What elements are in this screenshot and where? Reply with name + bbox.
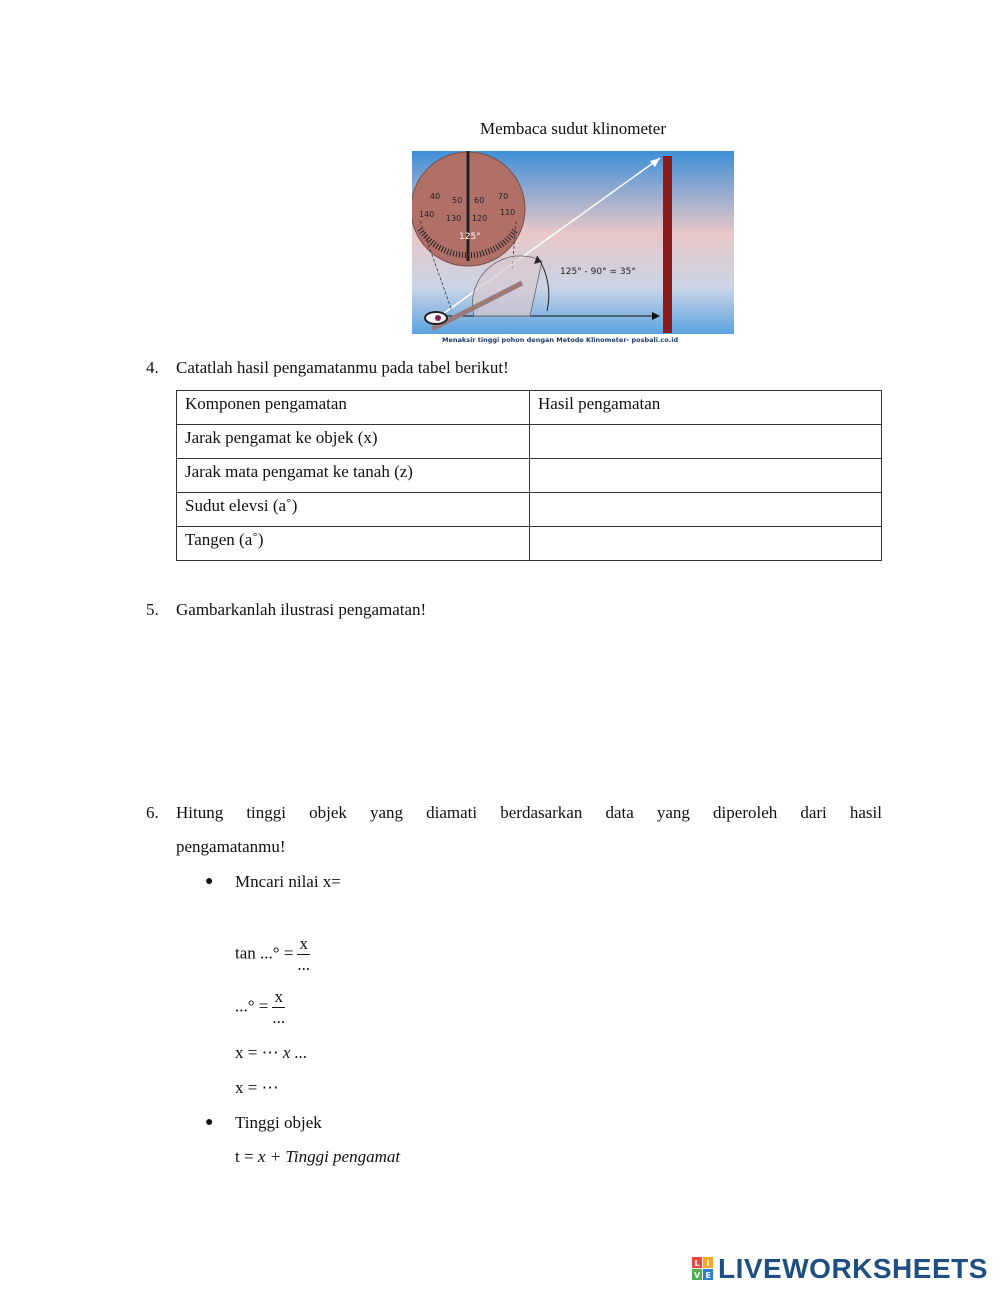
equation-x-product: [235, 1043, 307, 1063]
table-row: [177, 425, 882, 459]
answer-cell[interactable]: [530, 493, 882, 527]
liveworksheets-logo: [692, 1254, 988, 1284]
bullet-icon: ●: [205, 874, 214, 889]
fraction: [272, 987, 285, 1028]
dial-label: 120: [472, 214, 488, 223]
svg-text:E: E: [705, 1271, 711, 1280]
dial-reading: 125°: [459, 232, 481, 242]
bullet-text: Mncari nilai x=: [235, 872, 341, 891]
table-cell: Tangen (a˚): [177, 527, 530, 561]
dial-label: 40: [430, 192, 441, 201]
question-number: 4.: [146, 358, 159, 377]
equation-lhs: tan ...° =: [235, 943, 294, 963]
table-cell: Sudut elevsi (a˚): [177, 493, 530, 527]
equation-lhs: ...° =: [235, 996, 269, 1016]
table-header-cell: Komponen pengamatan: [177, 391, 530, 425]
answer-cell[interactable]: [530, 527, 882, 561]
equation-lhs: x = ⋯: [235, 1043, 283, 1062]
svg-text:L: L: [694, 1259, 700, 1268]
dial-label: 130: [446, 214, 462, 223]
pole-object: [663, 156, 672, 333]
table-header-row: [177, 391, 882, 425]
answer-cell[interactable]: [530, 459, 882, 493]
figure-credit: Menaksir tinggi pohon dengan Metode Klinometer- posbali.co.id: [442, 336, 679, 344]
equation-lhs: t =: [235, 1147, 258, 1166]
bullet-icon: ●: [205, 1115, 214, 1130]
logo-text: LIVEWORKSHEETS: [718, 1253, 988, 1284]
fraction-numerator: x: [272, 987, 285, 1008]
clinometer-figure: [412, 151, 734, 344]
question-text: Gambarkanlah ilustrasi pengamatan!: [176, 600, 427, 619]
equation-ratio: [235, 987, 285, 1028]
table-cell: Jarak mata pengamat ke tanah (z): [177, 459, 530, 493]
angle-formula: 125° - 90° = 35°: [560, 267, 636, 277]
dial-label: 110: [500, 208, 516, 217]
dial-label: 70: [498, 192, 509, 201]
question-text: Hitung tinggi objek yang diamati berdasarkan data yang diperoleh dari hasil: [176, 803, 882, 822]
equation-x-result: x = ⋯: [235, 1078, 279, 1097]
table-row: [177, 493, 882, 527]
fraction-denominator: ...: [297, 955, 311, 974]
svg-text:I: I: [706, 1259, 710, 1268]
question-text: Catatlah hasil pengamatanmu pada tabel berikut!: [176, 358, 509, 377]
question-number: 6.: [146, 803, 159, 822]
dial-label: 50: [452, 196, 463, 205]
observation-table: [176, 390, 882, 561]
table-header-cell: Hasil pengamatan: [530, 391, 882, 425]
dial-label: 60: [474, 196, 485, 205]
logo-badge-icon: [692, 1257, 714, 1281]
table-row: [177, 459, 882, 493]
question-text-continued: pengamatanmu!: [176, 837, 286, 856]
table-cell: Jarak pengamat ke objek (x): [177, 425, 530, 459]
answer-cell[interactable]: [530, 425, 882, 459]
dial-label: 140: [419, 210, 435, 219]
question-number: 5.: [146, 600, 159, 619]
bullet-text: Tinggi objek: [235, 1113, 322, 1132]
equation-tail: x ...: [282, 1043, 308, 1062]
fraction-denominator: ...: [272, 1008, 286, 1027]
figure-caption: Membaca sudut klinometer: [479, 119, 666, 138]
equation-rhs: x + Tinggi pengamat: [257, 1147, 401, 1166]
table-row: [177, 527, 882, 561]
equation-tan: [235, 934, 310, 975]
fraction-numerator: x: [297, 934, 310, 955]
fraction: [297, 934, 310, 975]
equation-height: [235, 1147, 400, 1167]
svg-text:V: V: [694, 1271, 701, 1280]
eye-pupil: [435, 315, 441, 321]
